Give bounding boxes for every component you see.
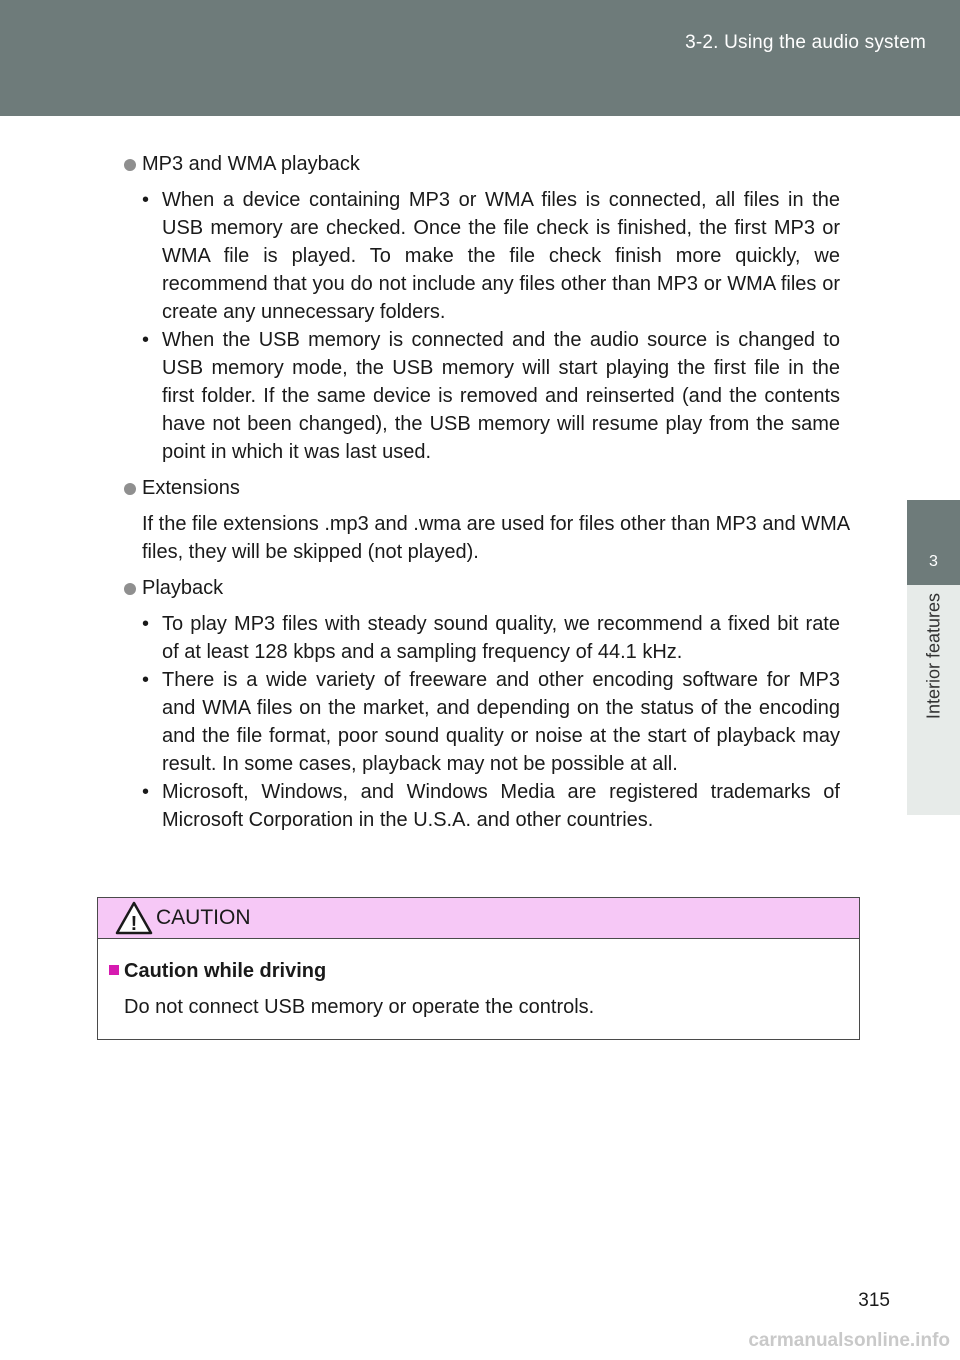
- bullet-marker: •: [142, 329, 150, 351]
- warning-mark: !: [130, 913, 138, 935]
- caution-box: [97, 897, 860, 1040]
- chapter-tab-number: 3: [907, 500, 960, 585]
- bullet-list-mp3-wma: [124, 186, 854, 466]
- list-item: • There is a wide variety of freeware and other encoding software for MP3 and WMA files on the market, and depending on the status of the encoding and the file format, poor sound quality or noise at the start of playback may result. In some cases, playback may not be possible at all.: [142, 666, 840, 778]
- bullet-list-playback: [124, 610, 854, 834]
- section-heading-playback: Playback: [124, 574, 854, 602]
- list-item: • To play MP3 files with steady sound quality, we recommend a fixed bit rate of at least 128 kbps and a sampling frequency of 44.1 kHz.: [142, 610, 840, 666]
- caution-text: Do not connect USB memory or operate the controls.: [124, 996, 595, 1018]
- bullet-marker: •: [142, 189, 150, 211]
- section-heading-mp3-wma: MP3 and WMA playback: [124, 150, 854, 178]
- caution-body: [98, 939, 859, 1021]
- page-number: 315: [858, 1290, 890, 1311]
- list-item: • When a device containing MP3 or WMA files is connected, all files in the USB memory are checked. Once the file check is finished, the first MP3 or WMA file is played. To make the file check finish more quickly, we recommend that you do not include any files other than MP3 or WMA files or create any unnecessary folders.: [142, 186, 840, 326]
- list-item: • Microsoft, Windows, and Windows Media are registered trademarks of Microsoft Corporation in the U.S.A. and other countries.: [142, 778, 840, 834]
- chapter-tab-label: Interior features: [923, 593, 943, 720]
- caution-subheading: Caution while driving: [108, 957, 859, 985]
- caution-title: CAUTION: [156, 906, 251, 929]
- warning-triangle-icon: [115, 901, 153, 935]
- section-title: 3-2. Using the audio system: [685, 32, 926, 53]
- bullet-marker: •: [142, 781, 150, 803]
- bullet-dot-icon: [124, 159, 136, 171]
- bullet-dot-icon: [124, 583, 136, 595]
- chapter-tab: [907, 585, 960, 815]
- bullet-marker: •: [142, 613, 150, 635]
- list-item: • When the USB memory is connected and the audio source is changed to USB memory mode, the USB memory will start playing the first file in the first folder. If the same device is removed and reinserted (and the contents have not been changed), the USB memory will resume play from the same point in which it was last used.: [142, 326, 840, 466]
- watermark: carmanualsonline.info: [748, 1330, 950, 1351]
- bullet-marker: •: [142, 669, 150, 691]
- caution-header: [98, 898, 859, 939]
- extensions-paragraph: If the file extensions .mp3 and .wma are used for files other than MP3 and WMA files, they will be skipped (not played).: [142, 513, 850, 563]
- header-band: [0, 0, 960, 116]
- section-heading-extensions: Extensions: [124, 474, 854, 502]
- bullet-dot-icon: [124, 483, 136, 495]
- page-content: [124, 150, 854, 842]
- square-bullet-icon: [109, 965, 119, 975]
